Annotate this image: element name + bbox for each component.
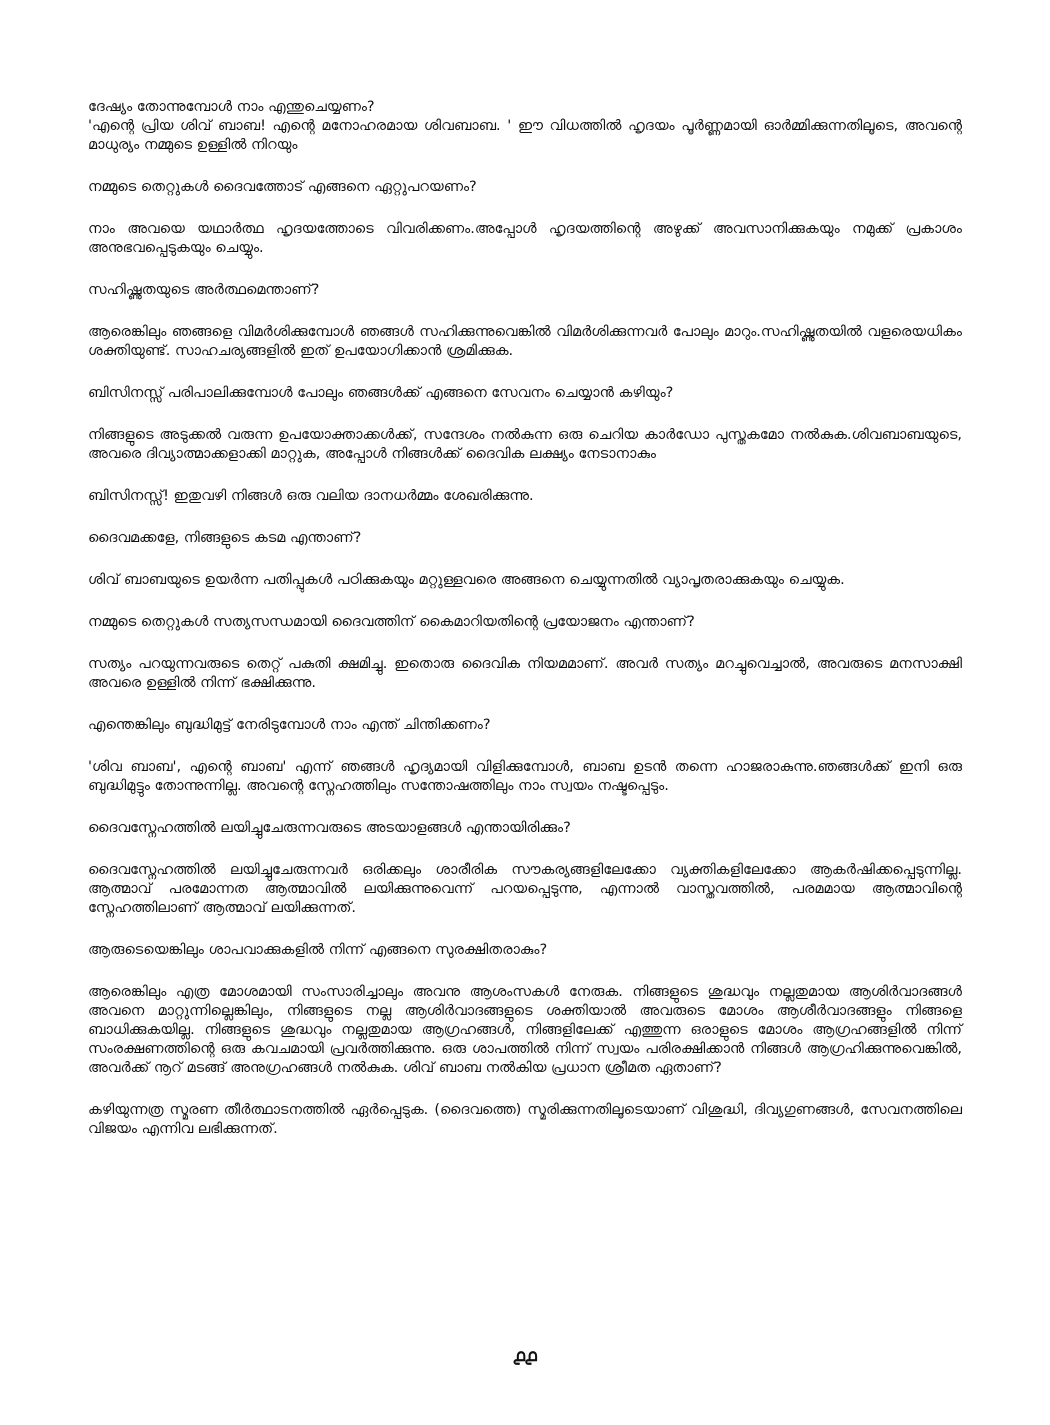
qa-block-anger	[88, 98, 962, 155]
answer-text: നാം അവയെ യഥാർത്ഥ ഹൃദയത്തോടെ വിവരിക്കണം.അപ്പോൾ ഹൃദയത്തിന്റെ അഴുക്ക് അവസാനിക്കുകയും നമുക്ക് പ്രകാശം അനുഭവപ്പെടുകയും ചെയ്യും.	[88, 221, 962, 256]
answer-text: ആരെങ്കിലും ഞങ്ങളെ വിമർശിക്കുമ്പോൾ ഞങ്ങൾ സഹിക്കുന്നുവെങ്കിൽ വിമർശിക്കുന്നവർ പോലും മാറും.സഹിഷ്ണുതയിൽ വളരെയധികം ശക്തിയുണ്ട്. സാഹചര്യങ്ങളിൽ ഇത് ഉപയോഗിക്കാൻ ശ്രമിക്കുക.	[88, 324, 962, 359]
paragraph-text: ബിസിനസ്സ്! ഇതുവഴി നിങ്ങൾ ഒരു വലിയ ദാനധർമ്മം ശേഖരിക്കുന്നു.	[88, 488, 534, 504]
qa-block-tolerance-title	[88, 281, 962, 300]
question-text: ദൈവമക്കളേ, നിങ്ങളുടെ കടമ എന്താണ്?	[88, 530, 362, 546]
paragraph-remembrance	[88, 1101, 962, 1139]
page-number: ൧൧	[513, 1346, 537, 1366]
qa-block-business-answer	[88, 426, 962, 464]
question-text: സഹിഷ്ണുതയുടെ അർത്ഥമെന്താണ്?	[88, 282, 320, 298]
qa-block-tolerance-answer	[88, 323, 962, 361]
question-text: ദേഷ്യം തോന്നുമ്പോൾ നാം എന്തുചെയ്യണം?	[88, 99, 375, 115]
qa-block-curse-title	[88, 941, 962, 960]
question-text: നമ്മുടെ തെറ്റുകൾ സത്യസന്ധമായി ദൈവത്തിന് കൈമാറിയതിന്റെ പ്രയോജനം എന്താണ്?	[88, 614, 695, 630]
qa-block-love-answer	[88, 861, 962, 918]
qa-block-confess-title	[88, 178, 962, 197]
question-text: എന്തെങ്കിലും ബുദ്ധിമുട്ട് നേരിടുമ്പോൾ നാം എന്ത് ചിന്തിക്കണം?	[88, 717, 491, 733]
answer-text: ദൈവസ്നേഹത്തിൽ ലയിച്ചുചേരുന്നവർ ഒരിക്കലും ശാരീരിക സൗകര്യങ്ങളിലേക്കോ വ്യക്തികളിലേക്കോ ആകർഷിക്കപ്പെടുന്നില്ല. ആത്മാവ് പരമോന്നത ആത്മാവിൽ ലയിക്കുന്നുവെന്ന് പറയപ്പെടുന്നു, എന്നാൽ വാസ്തവത്തിൽ, പരമമായ ആത്മാവിന്റെ സ്നേഹത്തിലാണ് ആത്മാവ് ലയിക്കുന്നത്.	[88, 862, 962, 916]
document-body	[88, 98, 962, 1162]
qa-block-difficulty-answer	[88, 758, 962, 796]
question-text: നമ്മുടെ തെറ്റുകൾ ദൈവത്തോട് എങ്ങനെ ഏറ്റുപറയണം?	[88, 179, 477, 195]
qa-block-duty-title	[88, 529, 962, 548]
qa-block-confess-answer	[88, 220, 962, 258]
qa-block-honesty-title	[88, 613, 962, 632]
answer-text: സത്യം പറയുന്നവരുടെ തെറ്റ് പകുതി ക്ഷമിച്ചു. ഇതൊരു ദൈവിക നിയമമാണ്. അവർ സത്യം മറച്ചുവെച്ചാൽ, അവരുടെ മനസാക്ഷി അവരെ ഉള്ളിൽ നിന്ന് ഭക്ഷിക്കുന്നു.	[88, 656, 962, 691]
question-text: ദൈവസ്നേഹത്തിൽ ലയിച്ചുചേരുന്നവരുടെ അടയാളങ്ങൾ എന്തായിരിക്കും?	[88, 820, 571, 836]
qa-block-business-title	[88, 384, 962, 403]
answer-text: ആരെങ്കിലും എത്ര മോശമായി സംസാരിച്ചാലും അവനു ആശംസകൾ നേരുക. നിങ്ങളുടെ ശുദ്ധവും നല്ലതുമായ ആശിർവാദങ്ങൾ അവനെ മാറ്റുന്നില്ലെങ്കിലും, നിങ്ങളുടെ നല്ല ആശിർവാദങ്ങളുടെ ശക്തിയാൽ അവരുടെ മോശം ആശീർവാദങ്ങളും നിങ്ങളെ ബാധിക്കുകയില്ല. നിങ്ങളുടെ ശുദ്ധവും നല്ലതുമായ ആഗ്രഹങ്ങൾ, നിങ്ങളിലേക്ക് എത്തുന്ന ഒരാളുടെ മോശം ആഗ്രഹങ്ങളിൽ നിന്ന് സംരക്ഷണത്തിന്റെ ഒരു കവചമായി പ്രവർത്തിക്കുന്നു. ഒരു ശാപത്തിൽ നിന്ന് സ്വയം പരിരക്ഷിക്കാൻ നിങ്ങൾ ആഗ്രഹിക്കുന്നുവെങ്കിൽ, അവർക്ക് നൂറ് മടങ്ങ് അനുഗ്രഹങ്ങൾ നൽകുക. ശിവ് ബാബ നൽകിയ പ്രധാന ശ്രീമത ഏതാണ്?	[88, 984, 962, 1076]
qa-block-love-title	[88, 819, 962, 838]
question-text: ബിസിനസ്സ് പരിപാലിക്കുമ്പോൾ പോലും ഞങ്ങൾക്ക് എങ്ങനെ സേവനം ചെയ്യാൻ കഴിയും?	[88, 385, 674, 401]
qa-block-duty-answer	[88, 571, 962, 590]
answer-text: 'ശിവ ബാബ', എന്റെ ബാബ' എന്ന് ഞങ്ങൾ ഹൃദ്യമായി വിളിക്കുമ്പോൾ, ബാബ ഉടൻ തന്നെ ഹാജരാകുന്നു.ഞങ്ങൾക്ക് ഇനി ഒരു ബുദ്ധിമുട്ടും തോന്നുന്നില്ല. അവന്റെ സ്നേഹത്തിലും സന്തോഷത്തിലും നാം സ്വയം നഷ്ടപ്പെടും.	[88, 759, 962, 794]
question-text: ആരുടെയെങ്കിലും ശാപവാക്കുകളിൽ നിന്ന് എങ്ങനെ സുരക്ഷിതരാകും?	[88, 942, 548, 958]
answer-text: 'എന്റെ പ്രിയ ശിവ് ബാബ! എന്റെ മനോഹരമായ ശിവബാബ. ' ഈ വിധത്തിൽ ഹൃദയം പൂർണ്ണമായി ഓർമ്മിക്കുന്നതിലൂടെ, അവന്റെ മാധുര്യം നമ്മുടെ ഉള്ളിൽ നിറയും	[88, 118, 962, 153]
answer-text: നിങ്ങളുടെ അടുക്കൽ വരുന്ന ഉപയോക്താക്കൾക്ക്, സന്ദേശം നൽകുന്ന ഒരു ചെറിയ കാർഡോ പുസ്തകമോ നൽകുക.ശിവബാബയുടെ, അവരെ ദിവ്യാത്മാക്കളാക്കി മാറ്റുക, അപ്പോൾ നിങ്ങൾക്ക് ദൈവിക ലക്ഷ്യം നേടാനാകും	[88, 427, 962, 462]
answer-text: ശിവ് ബാബയുടെ ഉയർന്ന പതിപ്പുകൾ പഠിക്കുകയും മറ്റുള്ളവരെ അങ്ങനെ ചെയ്യുന്നതിൽ വ്യാപൃതരാക്കുകയും ചെയ്യുക.	[88, 572, 845, 588]
paragraph-business-charity	[88, 487, 962, 506]
qa-block-honesty-answer	[88, 655, 962, 693]
qa-block-curse-answer	[88, 983, 962, 1078]
qa-block-difficulty-title	[88, 716, 962, 735]
paragraph-text: കഴിയുന്നത്ര സ്മരണ തീർത്ഥാടനത്തിൽ ഏർപ്പെടുക. (ദൈവത്തെ) സ്മരിക്കുന്നതിലൂടെയാണ് വിശുദ്ധി, ദിവ്യഗുണങ്ങൾ, സേവനത്തിലെ വിജയം എന്നിവ ലഭിക്കുന്നത്.	[88, 1102, 962, 1137]
